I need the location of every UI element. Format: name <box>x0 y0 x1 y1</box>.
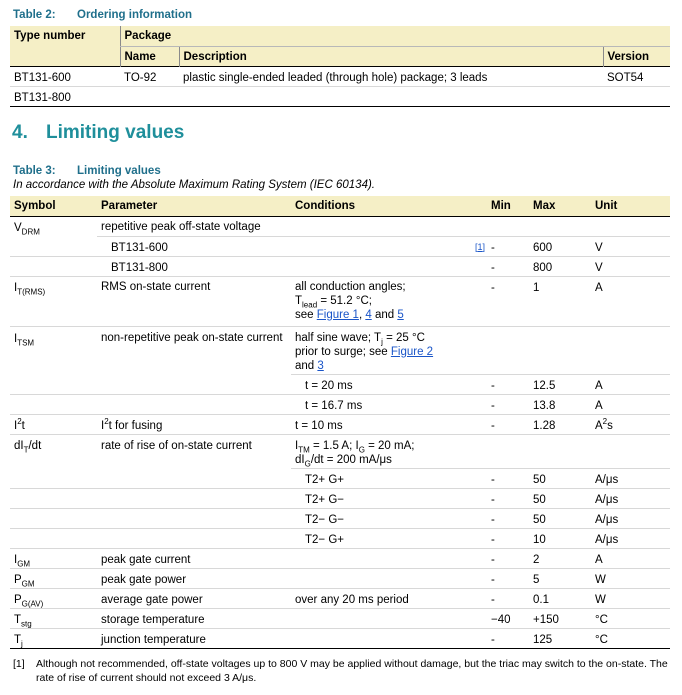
symbol-tstg: $T_{stg}$ <box>14 613 32 628</box>
symbol-vdrm: $V_{DRM}$ <box>14 221 40 236</box>
symbol-pgm: $P_{GM}$ <box>14 573 35 588</box>
min-cell: - <box>491 633 495 646</box>
footnote-ref-link[interactable]: [1] <box>474 241 485 252</box>
max-cell: 2 <box>533 553 540 566</box>
param-itsm: non-repetitive peak on-state current <box>101 331 283 344</box>
symbol-i2t: $I^2t$ <box>14 416 25 432</box>
cond-dit: $I_{TM} = 1.5$ A; $I_G = 20$ mA; $dI_G/dt = 200$ mA/μs <box>291 434 670 468</box>
symbol-tj: $T_j$ <box>14 633 23 648</box>
header-conditions: Conditions <box>295 200 356 212</box>
min-cell: - <box>491 593 495 606</box>
unit-cell: A <box>595 399 603 412</box>
min-cell: - <box>491 513 495 526</box>
cond-cell: T2− G− <box>305 513 344 526</box>
unit-cell: W <box>595 593 606 606</box>
version-cell: SOT54 <box>607 71 644 84</box>
table-row <box>10 276 670 326</box>
table-row <box>10 216 670 236</box>
min-cell: - <box>491 419 495 432</box>
name-cell: TO-92 <box>124 71 157 84</box>
header-package: Package <box>120 26 670 46</box>
table-row <box>10 528 670 548</box>
header-name: Name <box>120 46 179 66</box>
figure-2-link[interactable]: Figure 2 <box>390 345 434 358</box>
header-max: Max <box>533 200 556 212</box>
param-tstg: storage temperature <box>101 613 205 626</box>
unit-cell: W <box>595 573 606 586</box>
unit-cell: °C <box>595 633 608 646</box>
max-cell: 50 <box>533 493 546 506</box>
min-cell: - <box>491 553 495 566</box>
max-cell: 5 <box>533 573 540 586</box>
unit-cell: V <box>595 241 603 254</box>
table-row <box>10 434 670 468</box>
min-cell: −40 <box>491 613 511 626</box>
param-pgav: average gate power <box>101 593 203 606</box>
cond-cell: over any 20 ms period <box>295 593 409 606</box>
table-row <box>10 66 670 86</box>
cond-cell: t = 20 ms <box>305 379 353 392</box>
footnote-text: Although not recommended, off-state voltages up to 800 V may be applied without damage, but the triac may switch to the on-state. The rate of rise of current should not exceed 3 A/μs. <box>36 658 668 684</box>
figure-3-link[interactable]: 3 <box>317 359 324 372</box>
section-heading <box>12 122 184 144</box>
table-row <box>10 568 670 588</box>
table3-caption-number: Table 3: <box>13 165 56 177</box>
section-number: 4. <box>12 122 28 143</box>
max-cell: +150 <box>533 613 559 626</box>
cond-cell: T2+ G− <box>305 493 344 506</box>
max-cell: 50 <box>533 473 546 486</box>
min-cell: - <box>491 241 495 254</box>
table-row <box>10 256 670 276</box>
table3-caption <box>13 165 161 177</box>
cond-itrms: all conduction angles; $T_{lead} = 51.2$ °C; see Figure 1, 4 and 5 <box>295 280 406 321</box>
table-row <box>10 414 670 434</box>
unit-cell: A/μs <box>595 533 619 546</box>
min-cell: - <box>491 573 495 586</box>
table-row <box>10 326 670 374</box>
min-cell: - <box>491 493 495 506</box>
header-unit: Unit <box>595 200 618 212</box>
limiting-values-table <box>10 196 670 649</box>
type-cell: BT131-600 <box>14 71 71 84</box>
param-vdrm: repetitive peak off-state voltage <box>97 216 670 236</box>
footnote-marker: [1] <box>13 658 25 670</box>
symbol-pgav: $P_{G(AV)}$ <box>14 593 44 608</box>
header-min: Min <box>491 200 511 212</box>
max-cell: 600 <box>533 241 553 254</box>
min-cell: - <box>491 533 495 546</box>
unit-cell: $A^2s$ <box>595 416 613 432</box>
table-row <box>10 608 670 628</box>
symbol-itsm: $I_{TSM}$ <box>14 332 35 347</box>
cond-cell: t = 16.7 ms <box>305 399 363 412</box>
description-cell: plastic single-ended leaded (through hole) package; 3 leads <box>183 71 488 84</box>
table-row <box>10 236 670 256</box>
min-cell: - <box>491 473 495 486</box>
section-title: Limiting values <box>46 122 185 143</box>
max-cell: 12.5 <box>533 379 556 392</box>
max-cell: 1.28 <box>533 419 556 432</box>
table-row <box>10 374 670 394</box>
symbol-itrms: $I_{T(RMS)}$ <box>14 281 46 296</box>
table3-note: In accordance with the Absolute Maximum Rating System (IEC 60134). <box>13 179 375 191</box>
param-igm: peak gate current <box>101 553 191 566</box>
min-cell: - <box>491 281 495 294</box>
symbol-igm: $I_{GM}$ <box>14 553 31 568</box>
max-cell: 13.8 <box>533 399 556 412</box>
unit-cell: A <box>595 553 603 566</box>
cond-itsm: half sine wave; $T_j = 25$ °C prior to surge; see Figure 2 and 3 <box>291 326 670 374</box>
table-row <box>10 588 670 608</box>
unit-cell: A/μs <box>595 473 619 486</box>
min-cell: - <box>491 379 495 392</box>
table-row <box>10 468 670 488</box>
max-cell: 0.1 <box>533 593 549 606</box>
header-symbol: Symbol <box>14 200 56 212</box>
figure-1-link[interactable]: Figure 1 <box>316 308 359 321</box>
cond-cell: T2− G+ <box>305 533 344 546</box>
unit-cell: A/μs <box>595 513 619 526</box>
type-cell: BT131-800 <box>14 91 71 104</box>
table-row <box>10 394 670 414</box>
table2-caption-number: Table 2: <box>13 9 56 21</box>
max-cell: 10 <box>533 533 546 546</box>
param-dit: rate of rise of on-state current <box>101 439 252 452</box>
ordering-table <box>10 26 670 107</box>
cond-bt131-800: BT131-800 <box>111 261 168 274</box>
header-type-number: Type number <box>14 30 86 42</box>
max-cell: 1 <box>533 281 540 294</box>
header-parameter: Parameter <box>101 200 158 212</box>
unit-cell: V <box>595 261 603 274</box>
unit-cell: A/μs <box>595 493 619 506</box>
cond-cell: t = 10 ms <box>295 419 343 432</box>
header-description: Description <box>179 46 603 66</box>
min-cell: - <box>491 261 495 274</box>
min-cell: - <box>491 399 495 412</box>
symbol-dit-dt: $dI_T/dt$ <box>14 439 42 454</box>
max-cell: 125 <box>533 633 553 646</box>
table-row <box>10 548 670 568</box>
table-row <box>10 508 670 528</box>
table-row <box>10 86 670 106</box>
max-cell: 50 <box>533 513 546 526</box>
table-row <box>10 628 670 648</box>
figure-5-link[interactable]: 5 <box>397 308 404 321</box>
cond-bt131-600: BT131-600 <box>111 241 168 254</box>
param-i2t: $I^2t$ for fusing <box>101 416 163 432</box>
figure-4-link[interactable]: 4 <box>365 308 372 321</box>
cond-cell: T2+ G+ <box>305 473 344 486</box>
unit-cell: A <box>595 379 603 392</box>
header-version: Version <box>603 46 670 66</box>
table2-caption <box>13 9 192 21</box>
table-row <box>10 488 670 508</box>
param-pgm: peak gate power <box>101 573 187 586</box>
table2-caption-title: Ordering information <box>77 9 192 21</box>
param-tj: junction temperature <box>101 633 206 646</box>
param-itrms: RMS on-state current <box>101 280 211 293</box>
table3-caption-title: Limiting values <box>77 165 161 177</box>
max-cell: 800 <box>533 261 553 274</box>
unit-cell: A <box>595 281 603 294</box>
unit-cell: °C <box>595 613 608 626</box>
